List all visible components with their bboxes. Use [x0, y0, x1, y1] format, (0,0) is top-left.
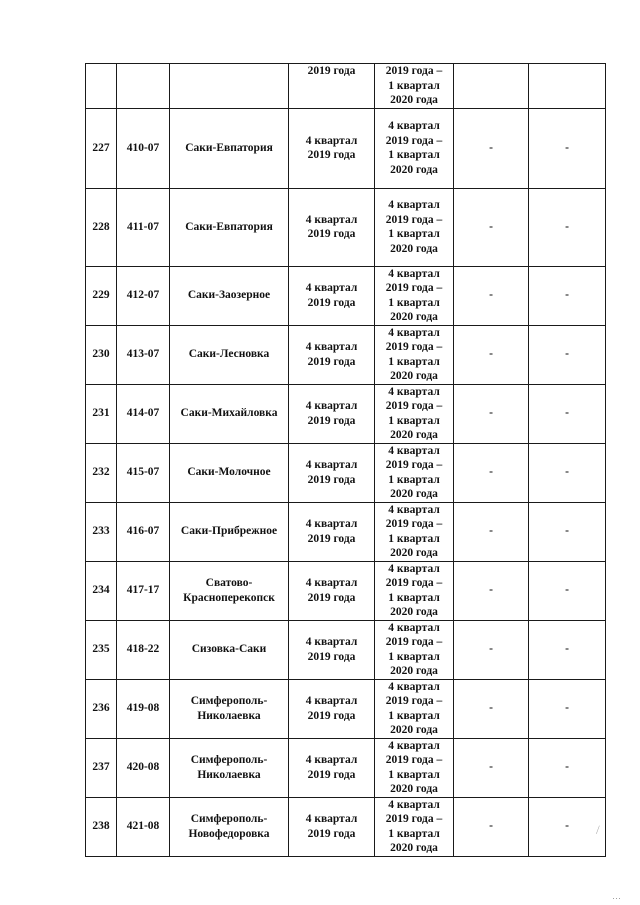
period-line: 2019 года – — [385, 282, 443, 294]
table-row — [86, 502, 606, 561]
name-cell — [170, 679, 289, 738]
period-line: 1 квартал — [388, 296, 440, 309]
quarter-line: 2019 года — [307, 414, 356, 427]
num-cell: 238 — [86, 797, 117, 856]
col6-cell: - — [454, 738, 529, 797]
period-line: 2019 года – — [385, 213, 443, 226]
quarter-line: 4 квартал — [305, 695, 358, 707]
name-line: Саки-Евпатория — [185, 220, 273, 233]
quarter-line: 4 квартал — [305, 636, 358, 648]
col7-cell: - — [529, 188, 606, 266]
period-line: 4 квартал — [388, 199, 440, 211]
schedule-table — [85, 63, 606, 857]
period-line: 2019 года – — [385, 636, 443, 648]
col6-cell: - — [454, 797, 529, 856]
code-cell: 418-22 — [117, 620, 170, 679]
name-line: Саки-Михайловка — [180, 407, 278, 420]
code-cell: 412-07 — [117, 266, 170, 325]
period-line: 1 квартал — [388, 768, 440, 781]
period-cell — [375, 325, 454, 384]
table-row — [86, 561, 606, 620]
col6-cell: - — [454, 561, 529, 620]
col7-cell: - — [529, 384, 606, 443]
quarter-line: 2019 года — [307, 591, 356, 604]
quarter-cell — [289, 64, 375, 109]
period-line: 2019 года – — [385, 65, 443, 77]
code-cell: 421-08 — [117, 797, 170, 856]
code-cell: 416-07 — [117, 502, 170, 561]
period-line: 2020 года — [390, 842, 438, 854]
quarter-line: 4 квартал — [305, 134, 358, 147]
period-line: 2019 года – — [385, 400, 443, 412]
col7-cell: - — [529, 325, 606, 384]
name-line: Новофедоровка — [188, 827, 270, 840]
period-line: 2020 года — [390, 783, 438, 795]
quarter-line: 4 квартал — [305, 518, 358, 530]
quarter-line: 4 квартал — [305, 213, 358, 226]
period-line: 4 квартал — [388, 621, 440, 634]
col6-cell: - — [454, 502, 529, 561]
name-line: Симферополь- — [190, 695, 268, 707]
num-cell: 237 — [86, 738, 117, 797]
quarter-cell — [289, 738, 375, 797]
col7-cell: - — [529, 620, 606, 679]
period-line: 1 квартал — [388, 414, 440, 427]
name-line: Симферополь- — [190, 754, 268, 766]
period-line: 1 квартал — [388, 149, 440, 161]
col6-cell: - — [454, 620, 529, 679]
period-line: 2020 года — [390, 429, 438, 441]
period-cell — [375, 738, 454, 797]
name-cell — [170, 188, 289, 266]
code-cell: 413-07 — [117, 325, 170, 384]
code-cell: 414-07 — [117, 384, 170, 443]
quarter-line: 2019 года — [307, 228, 356, 240]
pencil-mark-icon: ⟋ — [593, 824, 603, 836]
period-line: 4 квартал — [388, 798, 440, 811]
period-line: 2020 года — [390, 311, 438, 323]
col6-cell: - — [454, 188, 529, 266]
col6-cell — [454, 64, 529, 109]
period-line: 2019 года – — [385, 813, 443, 825]
num-cell: 234 — [86, 561, 117, 620]
quarter-cell — [289, 266, 375, 325]
period-line: 1 квартал — [388, 228, 440, 240]
col7-cell: - — [529, 108, 606, 188]
period-cell — [375, 679, 454, 738]
quarter-cell — [289, 108, 375, 188]
name-line: Саки-Прибрежное — [180, 525, 278, 538]
name-cell — [170, 561, 289, 620]
table-row — [86, 108, 606, 188]
col7-cell: - — [529, 443, 606, 502]
col7-cell: - — [529, 797, 606, 856]
quarter-line: 4 квартал — [305, 813, 358, 825]
table-row — [86, 266, 606, 325]
period-line: 2020 года — [390, 370, 438, 382]
num-cell: 228 — [86, 188, 117, 266]
table-row — [86, 679, 606, 738]
table-row — [86, 797, 606, 856]
period-line: 2020 года — [390, 606, 438, 618]
col7-cell: - — [529, 561, 606, 620]
period-line: 1 квартал — [388, 473, 440, 486]
period-line: 1 квартал — [388, 532, 440, 545]
num-cell: 227 — [86, 108, 117, 188]
code-cell: 419-08 — [117, 679, 170, 738]
period-cell — [375, 64, 454, 109]
code-cell: 415-07 — [117, 443, 170, 502]
period-line: 4 квартал — [388, 562, 440, 575]
code-cell: 410-07 — [117, 108, 170, 188]
quarter-cell — [289, 188, 375, 266]
period-cell — [375, 502, 454, 561]
period-line: 1 квартал — [388, 827, 440, 840]
period-line: 4 квартал — [388, 326, 440, 339]
period-line: 2020 года — [390, 665, 438, 677]
quarter-cell — [289, 325, 375, 384]
period-line: 4 квартал — [388, 385, 440, 398]
period-line: 4 квартал — [388, 120, 440, 132]
period-cell — [375, 384, 454, 443]
code-cell: 420-08 — [117, 738, 170, 797]
quarter-line: 2019 года — [307, 355, 356, 368]
table-row — [86, 620, 606, 679]
col6-cell: - — [454, 108, 529, 188]
name-cell — [170, 502, 289, 561]
num-cell: 236 — [86, 679, 117, 738]
name-cell — [170, 266, 289, 325]
name-cell — [170, 797, 289, 856]
name-line: Красноперекопск — [183, 591, 275, 604]
table-row — [86, 738, 606, 797]
quarter-line: 2019 года — [307, 768, 356, 781]
period-line: 4 квартал — [388, 267, 440, 280]
quarter-line: 2019 года — [307, 296, 356, 309]
period-line: 2019 года – — [385, 134, 443, 147]
quarter-cell — [289, 502, 375, 561]
col7-cell: - — [529, 679, 606, 738]
quarter-line: 4 квартал — [305, 459, 358, 471]
quarter-line: 4 квартал — [305, 341, 358, 353]
col6-cell: - — [454, 266, 529, 325]
period-line: 4 квартал — [388, 503, 440, 516]
name-cell — [170, 620, 289, 679]
col7-cell: - — [529, 502, 606, 561]
table-row — [86, 384, 606, 443]
col6-cell: - — [454, 443, 529, 502]
quarter-line: 4 квартал — [305, 282, 358, 294]
table-row — [86, 325, 606, 384]
period-line: 2020 года — [390, 242, 438, 255]
quarter-line: 2019 года — [307, 473, 356, 486]
col7-cell: - — [529, 266, 606, 325]
period-line: 1 квартал — [388, 591, 440, 604]
quarter-cell — [289, 561, 375, 620]
quarter-line: 2019 года — [307, 709, 356, 722]
period-cell — [375, 188, 454, 266]
name-line: Сизовка-Саки — [191, 643, 267, 656]
name-cell — [170, 384, 289, 443]
period-line: 2019 года – — [385, 459, 443, 471]
quarter-end-line: 2019 года — [307, 65, 356, 77]
quarter-line: 2019 года — [307, 650, 356, 663]
num-cell: 233 — [86, 502, 117, 561]
scan-dots-icon: ⋯ — [612, 893, 622, 903]
quarter-cell — [289, 797, 375, 856]
period-line: 1 квартал — [388, 355, 440, 368]
name-line: Саки-Евпатория — [185, 141, 273, 154]
quarter-line: 2019 года — [307, 827, 356, 840]
period-line: 2020 года — [390, 163, 438, 176]
code-cell: 411-07 — [117, 188, 170, 266]
period-cell — [375, 561, 454, 620]
period-cell — [375, 108, 454, 188]
col7-cell: - — [529, 738, 606, 797]
name-cell — [170, 443, 289, 502]
num-cell — [86, 64, 117, 109]
table-row — [86, 443, 606, 502]
table-row — [86, 188, 606, 266]
period-line: 1 квартал — [388, 709, 440, 722]
code-cell: 417-17 — [117, 561, 170, 620]
name-line: Саки-Заозерное — [187, 289, 271, 302]
period-line: 1 квартал — [388, 79, 440, 92]
num-cell: 235 — [86, 620, 117, 679]
period-line: 1 квартал — [388, 650, 440, 663]
quarter-line: 2019 года — [307, 532, 356, 545]
num-cell: 230 — [86, 325, 117, 384]
name-cell — [170, 108, 289, 188]
continuation-row — [86, 64, 606, 109]
period-line: 2019 года – — [385, 518, 443, 530]
name-cell — [170, 738, 289, 797]
period-line: 2020 года — [390, 724, 438, 736]
quarter-cell — [289, 620, 375, 679]
name-line: Сватово- — [205, 577, 253, 589]
period-cell — [375, 443, 454, 502]
col6-cell: - — [454, 325, 529, 384]
col7-cell — [529, 64, 606, 109]
period-cell — [375, 797, 454, 856]
period-line: 4 квартал — [388, 680, 440, 693]
quarter-line: 4 квартал — [305, 400, 358, 412]
period-line: 4 квартал — [388, 739, 440, 752]
table-body — [86, 64, 606, 857]
col6-cell: - — [454, 679, 529, 738]
period-line: 2019 года – — [385, 341, 443, 353]
quarter-cell — [289, 384, 375, 443]
quarter-line: 4 квартал — [305, 577, 358, 589]
name-line: Симферополь- — [190, 813, 268, 825]
name-cell — [170, 325, 289, 384]
name-cell — [170, 64, 289, 109]
num-cell: 229 — [86, 266, 117, 325]
period-line: 2020 года — [390, 488, 438, 500]
col6-cell: - — [454, 384, 529, 443]
code-cell — [117, 64, 170, 109]
name-line: Саки-Лесновка — [188, 348, 270, 361]
quarter-line: 2019 года — [307, 149, 356, 161]
name-line: Николаевка — [197, 709, 261, 722]
period-cell — [375, 266, 454, 325]
quarter-cell — [289, 679, 375, 738]
num-cell: 231 — [86, 384, 117, 443]
period-line: 2020 года — [390, 94, 438, 106]
period-line: 2019 года – — [385, 577, 443, 589]
period-cell — [375, 620, 454, 679]
name-line: Саки-Молочное — [187, 466, 271, 479]
num-cell: 232 — [86, 443, 117, 502]
quarter-cell — [289, 443, 375, 502]
period-line: 2020 года — [390, 547, 438, 559]
name-line: Николаевка — [197, 768, 261, 781]
period-line: 2019 года – — [385, 754, 443, 766]
quarter-line: 4 квартал — [305, 754, 358, 766]
period-line: 2019 года – — [385, 695, 443, 707]
period-line: 4 квартал — [388, 444, 440, 457]
